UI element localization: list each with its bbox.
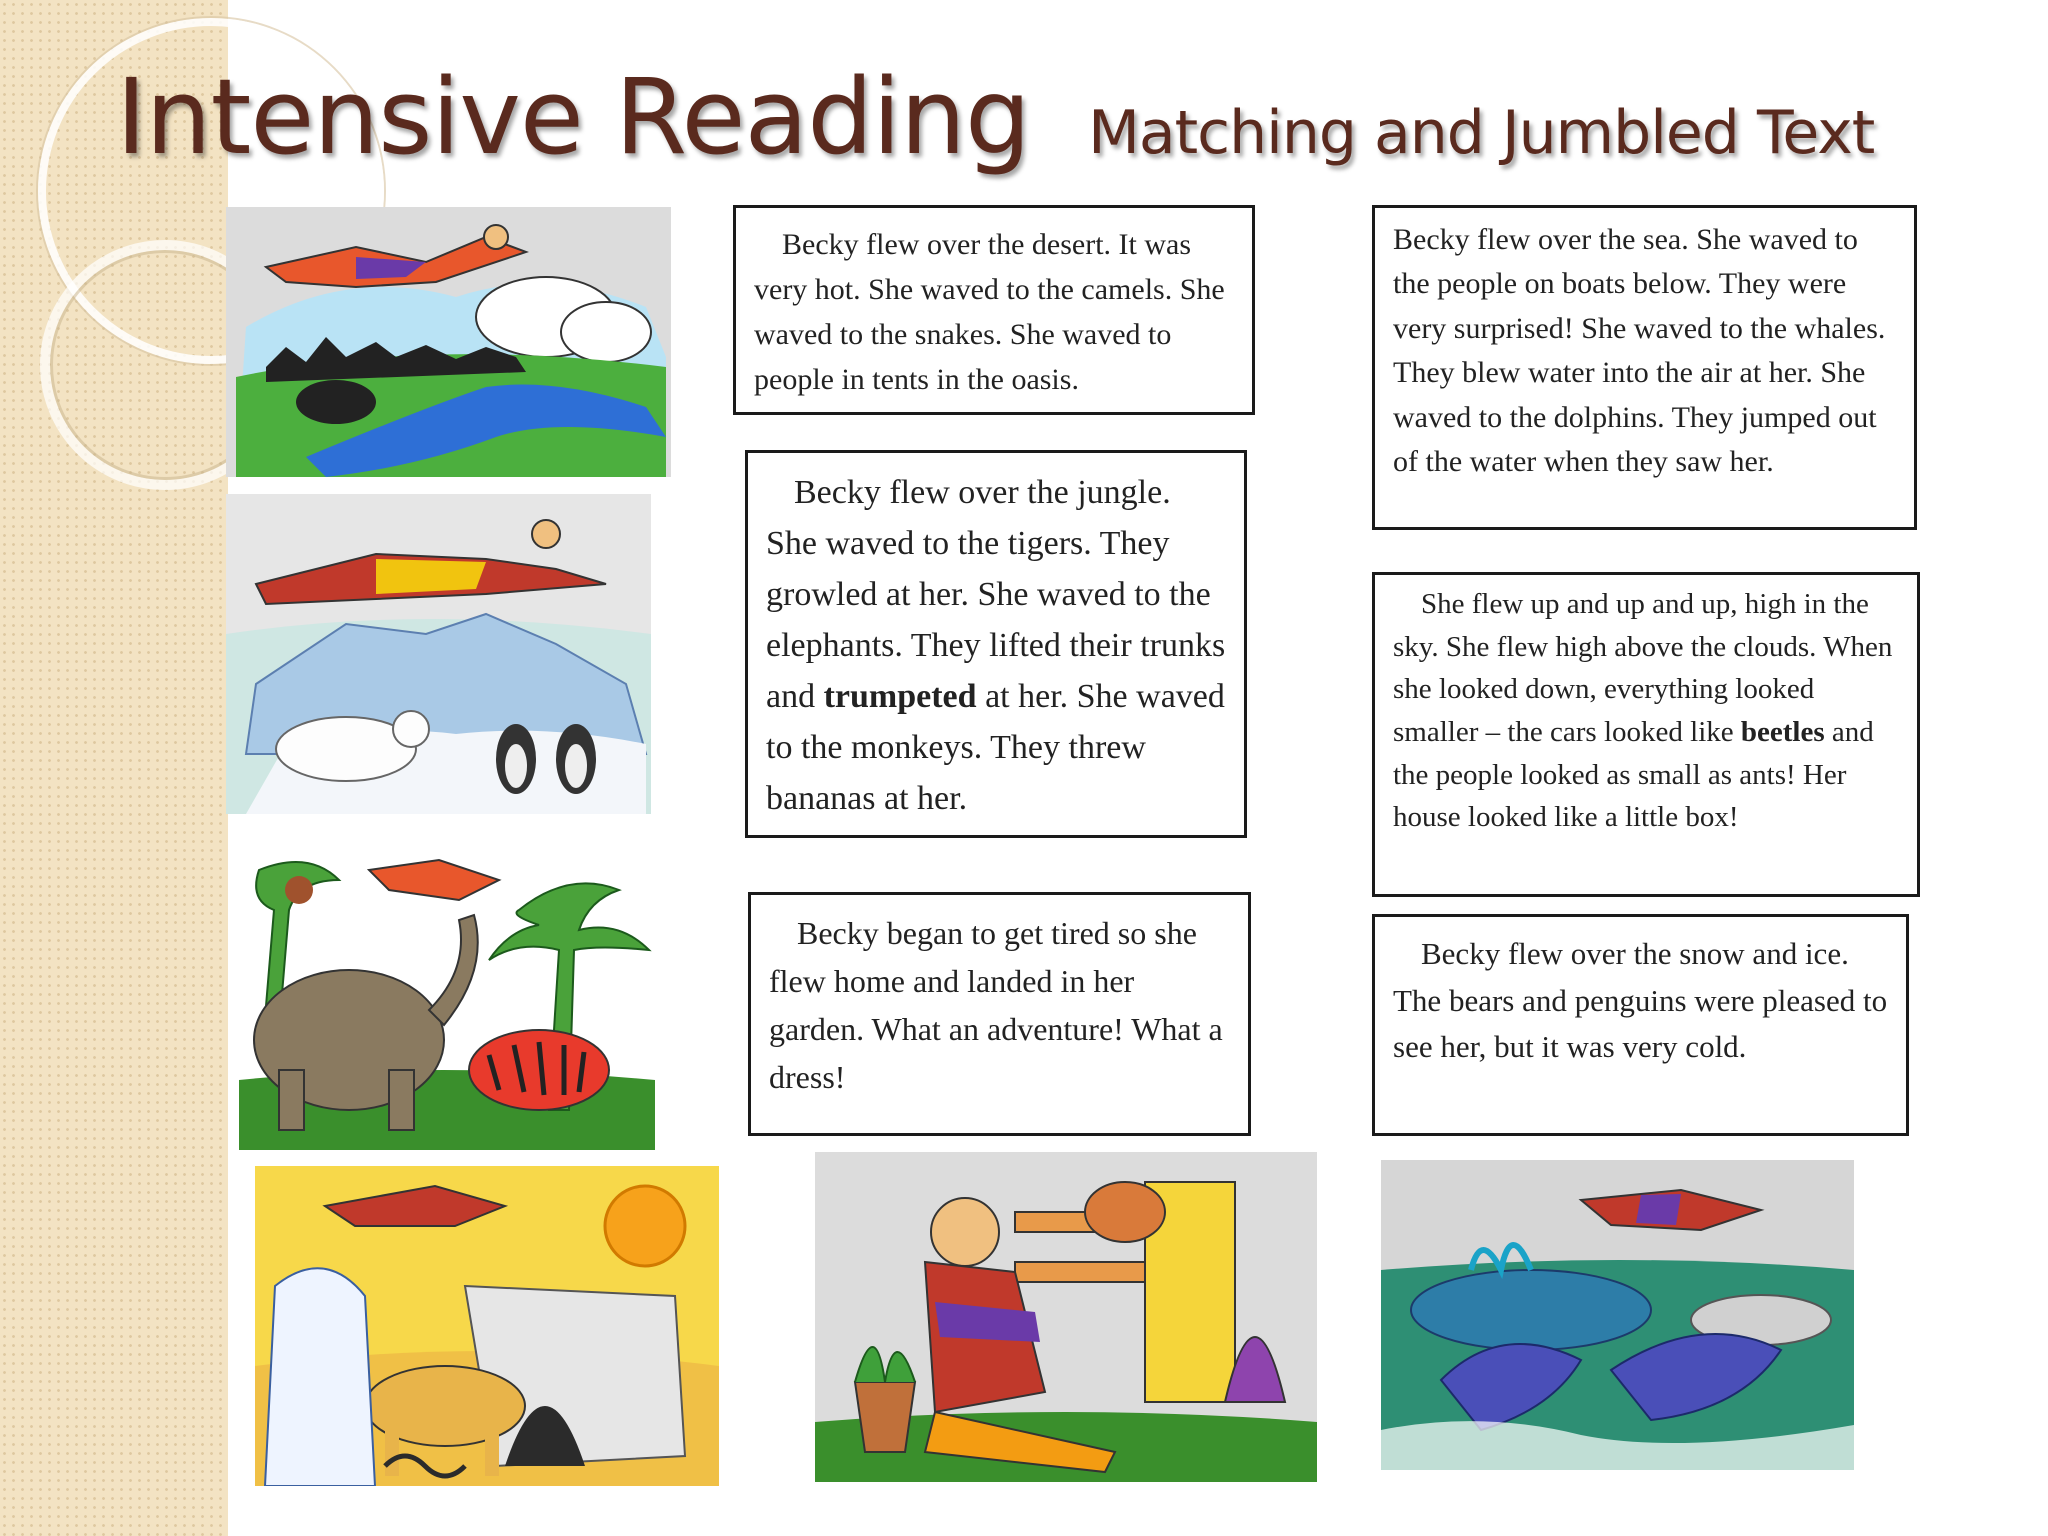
text-desert-body: Becky flew over the desert. It was very hot. She waved to the camels. She waved to the snakes. She waved to people in tents in the oasis.	[754, 228, 1225, 396]
picture-sky-city	[226, 207, 671, 477]
text-snow	[1372, 914, 1909, 1136]
text-jungle-body	[766, 467, 1226, 824]
slide-title	[116, 56, 1874, 186]
picture-snow-ice	[226, 494, 651, 814]
text-sea-body: Becky flew over the sea. She waved to the people on boats below. They were very surprised! She waved to the whales. They blew water into the air at her. She waved to the dolphins. They jumped out of the water when they saw her.	[1393, 223, 1886, 478]
picture-jungle	[239, 830, 655, 1150]
text-jungle-part2: at her. She waved to the monkeys. They threw bananas at her.	[766, 678, 1225, 817]
picture-garden	[815, 1152, 1317, 1482]
text-sky	[1372, 572, 1920, 897]
picture-desert	[255, 1166, 719, 1486]
text-home	[748, 892, 1251, 1136]
text-sky-body	[1393, 583, 1899, 839]
text-snow-body: Becky flew over the snow and ice. The bears and penguins were pleased to see her, but it was very cold.	[1393, 936, 1888, 1064]
text-jungle-part1: Becky flew over the jungle. She waved to the tigers. They growled at her. She waved to the elephants. They lifted their trunks and	[766, 474, 1226, 715]
text-sky-bold: beetles	[1740, 715, 1825, 748]
title-main: Intensive Reading	[116, 56, 1031, 178]
text-sky-part1: She flew up and up and up, high in the sky. She flew high above the clouds. When she looked down, everything looked smaller – the cars looked like	[1393, 588, 1893, 748]
text-sea	[1372, 205, 1917, 530]
text-jungle	[745, 450, 1247, 838]
title-sub: Matching and Jumbled Text	[1088, 98, 1875, 168]
picture-sea	[1381, 1160, 1854, 1470]
text-desert	[733, 205, 1255, 415]
text-jungle-bold: trumpeted	[823, 678, 977, 715]
text-home-body: Becky began to get tired so she flew home and landed in her garden. What an adventure! What a dress!	[769, 915, 1223, 1095]
text-sky-part2: and the people looked as small as ants! Her house looked like a little box!	[1393, 715, 1874, 834]
